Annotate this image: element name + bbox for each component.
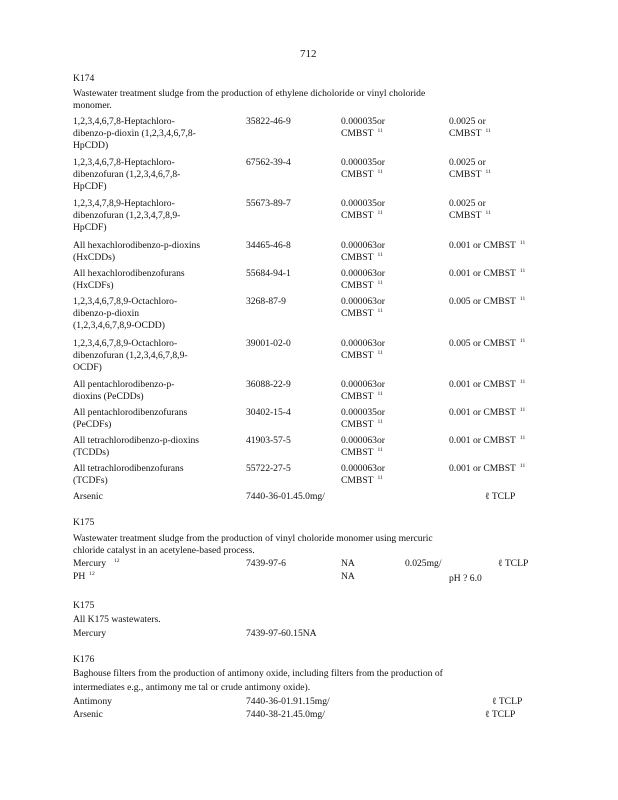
nonwastewater-standard: 0.001 or CMBST $^{11}$ [449,240,526,251]
footnote-marker: 11 [519,338,526,344]
footnote-marker: 11 [377,350,383,356]
footnote-marker: 11 [377,128,383,134]
nonwastewater-standard: 0.001 or CMBST $^{11}$ [449,268,526,279]
page-number: 712 [300,48,317,60]
constituent-name: (TCDFs) [73,475,108,486]
constituent-name: HpCDF) [73,181,107,192]
section-code: K175 [73,600,95,611]
wastewater-standard: CMBST $^{11}$ [341,128,383,139]
cas-number: 67562-39-4 [246,157,291,168]
wastewater-standard: CMBST $^{11}$ [341,210,383,221]
constituent-name: Mercury $^{12}$ [73,558,120,569]
wastewater-standard: 0.000035or [341,116,385,127]
nonwastewater-standard: 0.001 or CMBST $^{11}$ [449,463,526,474]
cas-number: 7440-38-21.45.0mg/ [246,709,325,720]
cas-number: 30402-15-4 [246,407,291,418]
wastewater-standard: CMBST $^{11}$ [341,391,383,402]
constituent-name: 1,2,3,4,7,8,9-Heptachloro- [73,198,175,209]
constituent-name: Antimony [73,696,112,707]
constituent-name: 1,2,3,4,6,7,8,9-Octachloro- [73,296,178,307]
wastewater-standard: 0.000063or [341,268,385,279]
nonwastewater-standard: 0.025mg/ [405,558,442,569]
wastewater-standard: CMBST $^{11}$ [341,308,383,319]
constituent-name: dibenzo-p-dioxin [73,308,140,319]
constituent-name: (PeCDFs) [73,419,112,430]
footnote-marker: 11 [485,210,491,216]
wastewater-standard: 0.000035or [341,198,385,209]
constituent-name: (TCDDs) [73,447,110,458]
cas-number: 7440-36-01.45.0mg/ [246,491,325,502]
cas-number: 7439-97-6 [246,558,286,569]
wastewater-standard: CMBST $^{11}$ [341,169,383,180]
constituent-name: dibenzofuran (1,2,3,4,6,7,8,9- [73,350,188,361]
wastewater-standard: 0.000063or [341,379,385,390]
wastewater-standard: 0.000063or [341,240,385,251]
section-description: All K175 wastewaters. [73,614,161,625]
constituent-name: All hexachlorodibenzo-p-dioxins [73,240,201,251]
footnote-marker: 11 [377,252,383,258]
cas-number: 34465-46-8 [246,240,291,251]
footnote-marker: 11 [519,435,526,441]
wastewater-standard: CMBST $^{11}$ [341,350,383,361]
constituent-name: 1,2,3,4,6,7,8-Heptachloro- [73,157,175,168]
constituent-name: All pentachlorodibenzofurans [73,407,188,418]
footnote-marker: 11 [519,240,526,246]
nonwastewater-standard: 0.005 or CMBST $^{11}$ [449,296,526,307]
constituent-name: All hexachlorodibenzofurans [73,268,185,279]
nonwastewater-standard: CMBST $^{11}$ [449,128,491,139]
cas-number: 35822-46-9 [246,116,291,127]
wastewater-standard: 0.000035or [341,407,385,418]
wastewater-standard: 0.000063or [341,338,385,349]
tclp-unit: ℓ TCLP [485,491,516,502]
cas-number: 55722-27-5 [246,463,291,474]
constituent-name: Arsenic [73,491,103,502]
nonwastewater-standard: 0.001 or CMBST $^{11}$ [449,407,526,418]
footnote-marker: 11 [519,463,526,469]
footnote-marker: 11 [377,475,383,481]
wastewater-standard: CMBST $^{11}$ [341,475,383,486]
constituent-name: dibenzo-p-dioxin (1,2,3,4,6,7,8- [73,128,196,139]
nonwastewater-standard: 0.0025 or [449,116,486,127]
wastewater-standard: CMBST $^{11}$ [341,280,383,291]
footnote-marker: 11 [519,379,526,385]
cas-number: 7439-97-60.15NA [246,628,317,639]
cas-number: 36088-22-9 [246,379,291,390]
wastewater-standard: NA [341,558,355,569]
footnote-marker: 11 [519,296,526,302]
wastewater-standard: 0.000063or [341,296,385,307]
constituent-name: HpCDF) [73,222,107,233]
constituent-name: All tetrachlorodibenzo-p-dioxins [73,435,200,446]
footnote-marker: 11 [377,419,383,425]
section-description: Wastewater treatment sludge from the production of vinyl choloride monomer using mercuric [73,533,433,544]
wastewater-standard: CMBST $^{11}$ [341,419,383,430]
nonwastewater-standard: CMBST $^{11}$ [449,169,491,180]
cas-number: 3268-87-9 [246,296,286,307]
wastewater-standard: CMBST $^{11}$ [341,252,383,263]
footnote-marker: 11 [485,128,491,134]
constituent-name: 1,2,3,4,6,7,8-Heptachloro- [73,116,175,127]
cas-number: 41903-57-5 [246,435,291,446]
constituent-name: Arsenic [73,709,103,720]
footnote-marker: 11 [377,308,383,314]
footnote-marker: 11 [485,169,491,175]
constituent-name: OCDF) [73,362,102,373]
constituent-name: Mercury [73,628,107,639]
footnote-marker: 11 [519,407,526,413]
section-code: K175 [73,517,95,528]
tclp-unit: ℓ TCLP [498,558,529,569]
wastewater-standard: 0.000063or [341,435,385,446]
nonwastewater-standard: 0.001 or CMBST $^{11}$ [449,435,526,446]
wastewater-standard: 0.000035or [341,157,385,168]
cas-number: 39001-02-0 [246,338,291,349]
footnote-marker: 12 [114,558,120,564]
nonwastewater-standard: 0.005 or CMBST $^{11}$ [449,338,526,349]
footnote-marker: 11 [519,268,526,274]
constituent-name: dibenzofuran (1,2,3,4,6,7,8- [73,169,181,180]
tclp-unit: ℓ TCLP [485,709,516,720]
nonwastewater-standard: CMBST $^{11}$ [449,210,491,221]
tclp-unit: ℓ TCLP [492,696,523,707]
section-description: monomer. [73,100,112,111]
footnote-marker: 11 [377,210,383,216]
constituent-name: dioxins (PeCDDs) [73,391,144,402]
nonwastewater-standard: 0.001 or CMBST $^{11}$ [449,379,526,390]
footnote-marker: 11 [377,169,383,175]
cas-number: 55673-89-7 [246,198,291,209]
constituent-name: All tetrachlorodibenzofurans [73,463,184,474]
wastewater-standard: 0.000063or [341,463,385,474]
wastewater-standard: NA [341,571,355,582]
nonwastewater-standard: 0.0025 or [449,198,486,209]
ph-standard: pH ? 6.0 [449,573,482,584]
constituent-name: HpCDD) [73,140,109,151]
section-description: Baghouse filters from the production of antimony oxide, including filters from the production of [73,668,443,679]
nonwastewater-standard: 0.0025 or [449,157,486,168]
footnote-marker: 11 [377,391,383,397]
section-code: K174 [73,73,95,84]
wastewater-standard: CMBST $^{11}$ [341,447,383,458]
constituent-name: PH $^{12}$ [73,571,95,582]
section-description: Wastewater treatment sludge from the production of ethylene dicholoride or vinyl choloride [73,88,426,99]
footnote-marker: 11 [377,447,383,453]
constituent-name: (HxCDDs) [73,252,116,263]
constituent-name: 1,2,3,4,6,7,8,9-Octachloro- [73,338,178,349]
constituent-name: (HxCDFs) [73,280,114,291]
section-code: K176 [73,654,95,665]
constituent-name: (1,2,3,4,6,7,8,9-OCDD) [73,320,165,331]
cas-number: 7440-36-01.91.15mg/ [246,696,330,707]
section-description: chloride catalyst in an acetylene-based process. [73,545,255,556]
constituent-name: dibenzofuran (1,2,3,4,7,8,9- [73,210,181,221]
footnote-marker: 12 [89,571,95,577]
footnote-marker: 11 [377,280,383,286]
constituent-name: All pentachlorodibenzo-p- [73,379,175,390]
cas-number: 55684-94-1 [246,268,291,279]
section-description: intermediates e.g., antimony me tal or crude antimony oxide). [73,682,311,693]
